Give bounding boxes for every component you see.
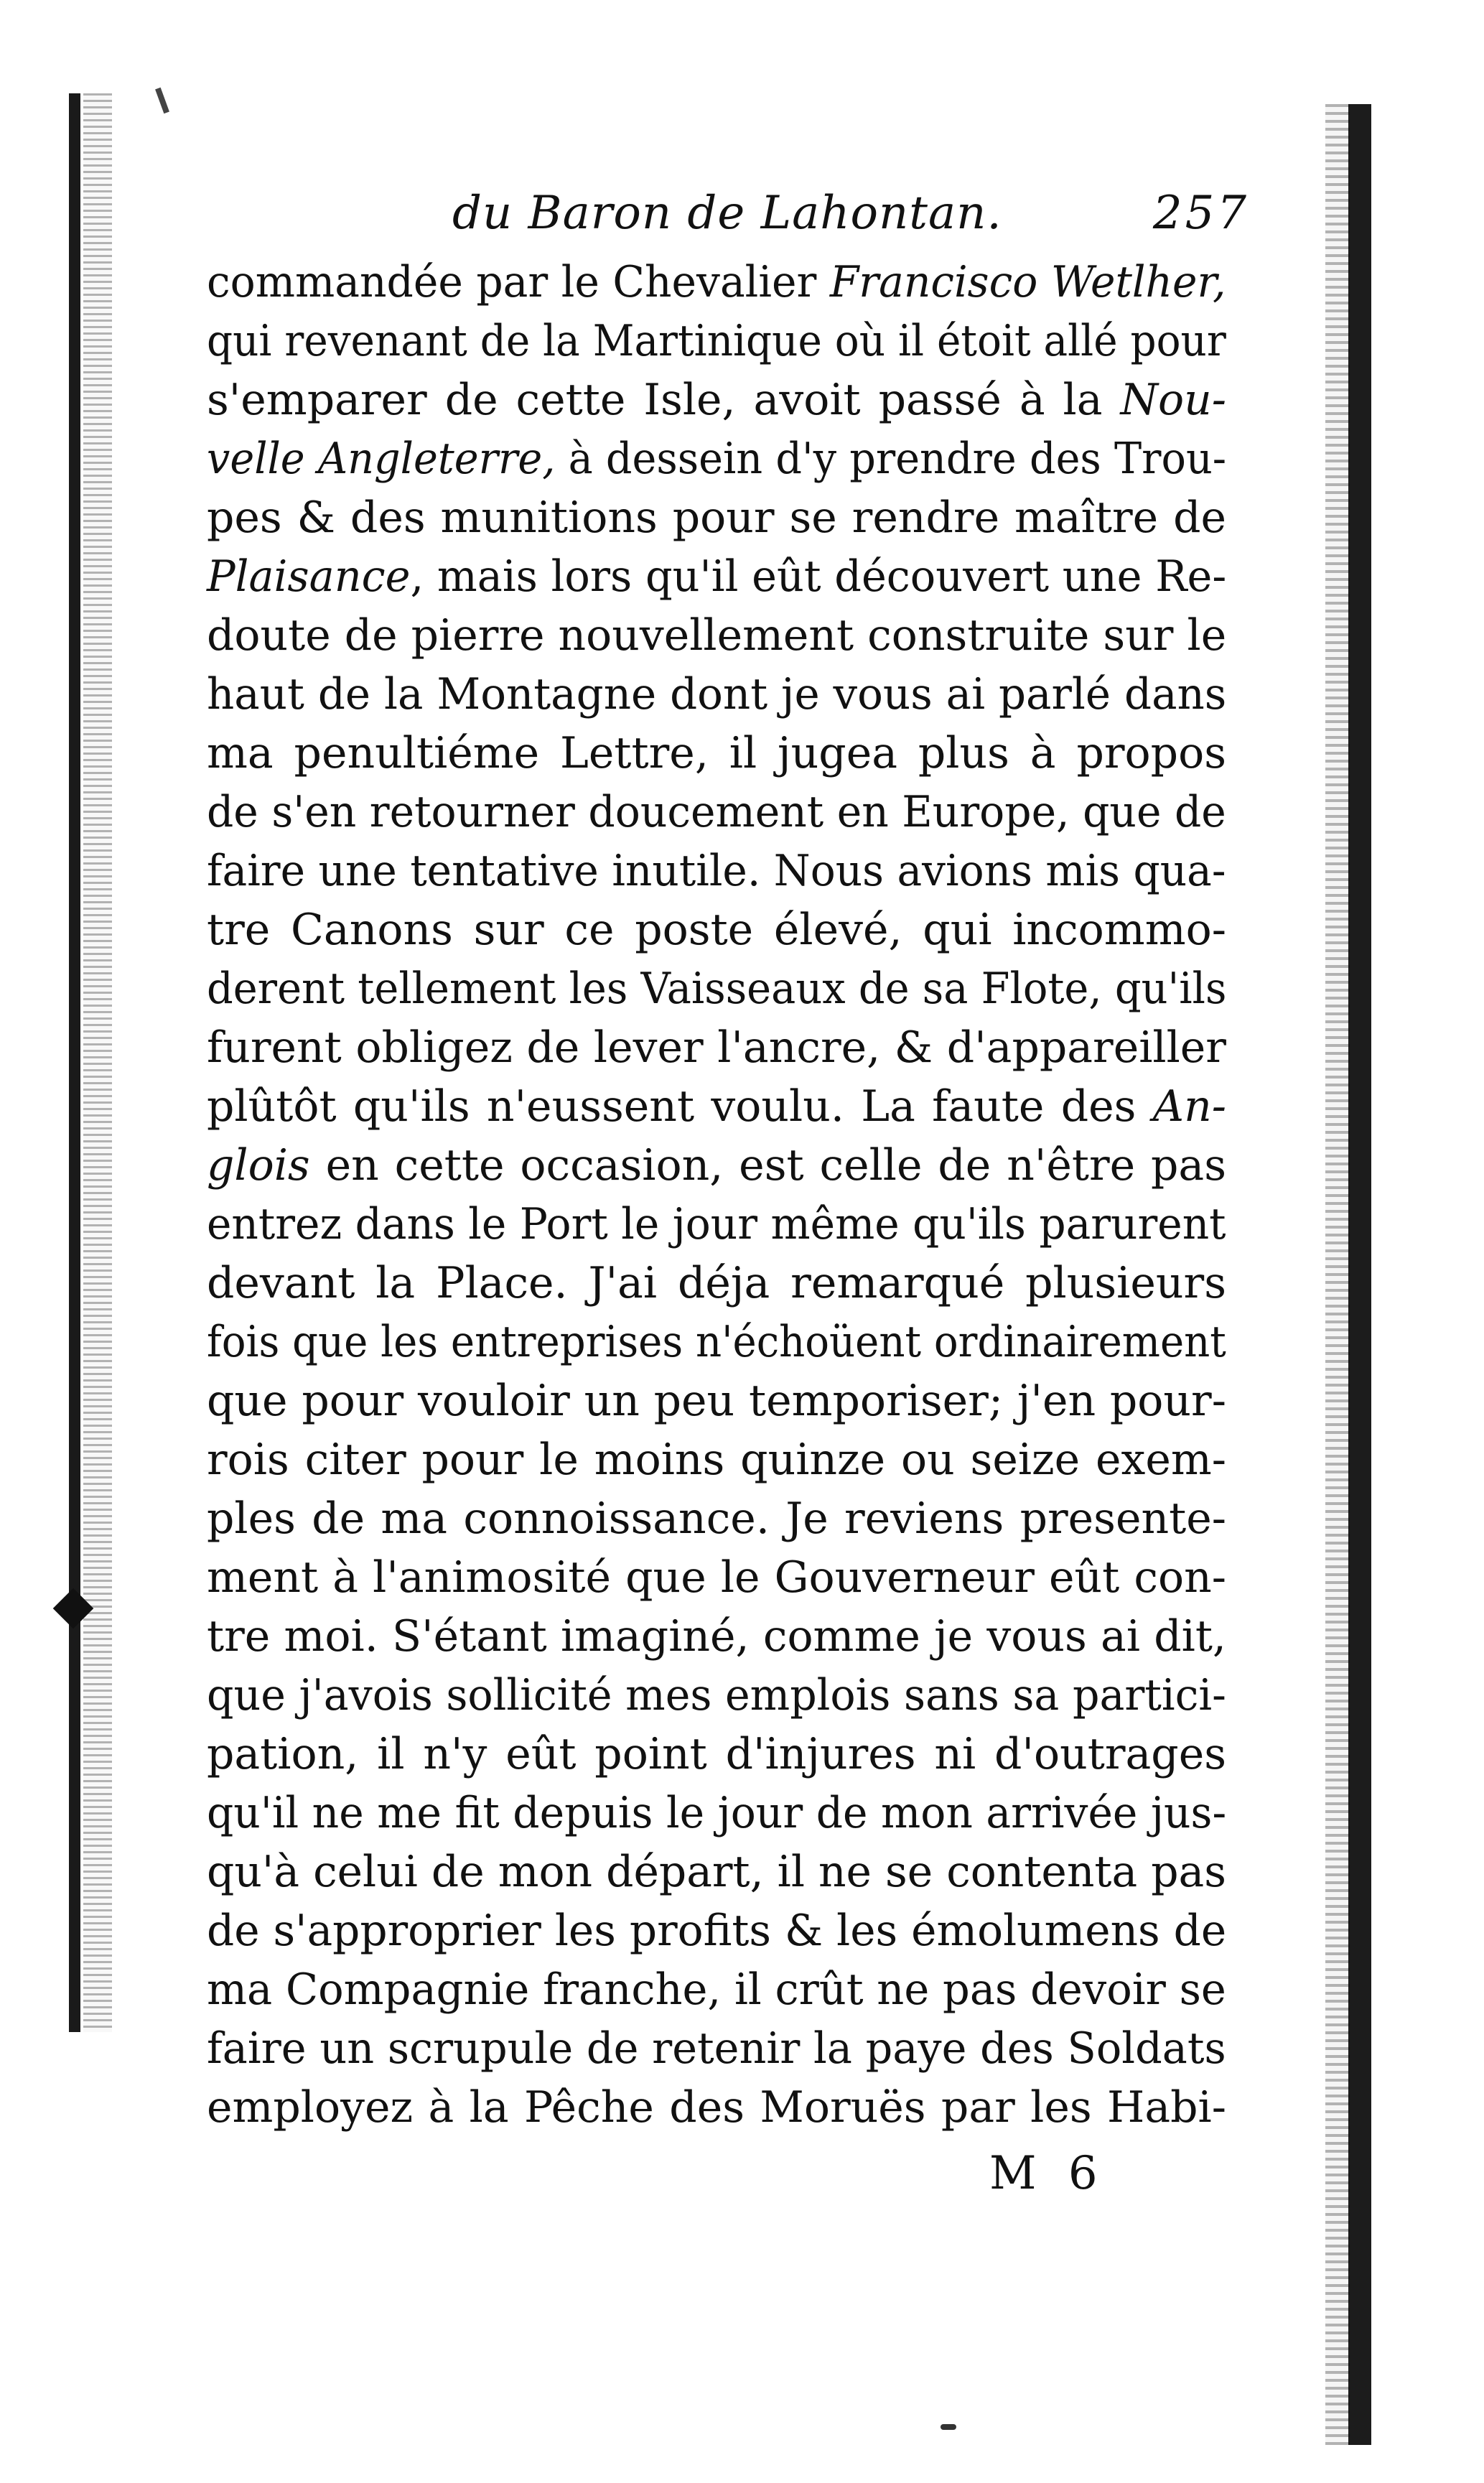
italic-text-segment: An- bbox=[1152, 1081, 1226, 1132]
binding-edge-left bbox=[69, 93, 80, 2032]
text-line bbox=[207, 2078, 1226, 2137]
text-line bbox=[207, 1784, 1227, 1843]
text-segment: fois que les entreprises n'échoüent ordinairement bbox=[207, 1317, 1226, 1367]
scan-mark bbox=[941, 2424, 956, 2430]
text-line bbox=[207, 959, 1227, 1018]
text-line bbox=[207, 1371, 1226, 1430]
italic-text-segment: Plaisance bbox=[207, 551, 411, 602]
text-segment: qu'il ne me fit depuis le jour de mon arrivée jus- bbox=[207, 1788, 1227, 1838]
text-line bbox=[207, 1489, 1226, 1548]
text-segment: derent tellement les Vaisseaux de sa Flote, qu'ils bbox=[207, 964, 1227, 1014]
text-segment: employez à la Pêche des Moruës par les Habi- bbox=[207, 2082, 1226, 2133]
text-segment: à dessein d'y prendre des Trou- bbox=[555, 434, 1227, 484]
text-segment: faire un scrupule de retenir la paye des Soldats bbox=[207, 2023, 1226, 2074]
text-segment: rois citer pour le moins quinze ou seize exem- bbox=[207, 1435, 1226, 1485]
text-line bbox=[207, 783, 1226, 842]
text-segment: de s'approprier les profits & les émolumens de bbox=[207, 1906, 1227, 1956]
text-segment: haut de la Montagne dont je vous ai parlé dans bbox=[207, 669, 1227, 719]
text-segment: que pour vouloir un peu temporiser; j'en pour- bbox=[207, 1376, 1226, 1426]
text-line bbox=[207, 1195, 1226, 1254]
text-line bbox=[207, 1254, 1226, 1313]
scan-mark bbox=[155, 88, 169, 114]
text-line bbox=[207, 1136, 1226, 1195]
text-segment: tre Canons sur ce poste élevé, qui incommo- bbox=[207, 905, 1226, 955]
text-segment: tre moi. S'étant imaginé, comme je vous ai dit, bbox=[207, 1611, 1226, 1662]
text-segment: que j'avois sollicité mes emplois sans sa partici- bbox=[207, 1670, 1226, 1720]
text-line bbox=[207, 900, 1226, 959]
text-line bbox=[207, 1548, 1226, 1607]
text-segment: s'emparer de cette Isle, avoit passé à la bbox=[207, 375, 1121, 425]
text-segment: entrez dans le Port le jour même qu'ils parurent bbox=[207, 1199, 1226, 1249]
text-line bbox=[207, 1077, 1226, 1136]
text-line bbox=[207, 547, 1227, 606]
signature-mark: M 6 bbox=[989, 2147, 1106, 2200]
page-number: 257 bbox=[1152, 187, 1249, 240]
text-line bbox=[207, 1843, 1224, 1901]
text-line bbox=[207, 1018, 1226, 1077]
text-line bbox=[207, 1901, 1227, 1960]
text-line bbox=[207, 842, 1226, 900]
text-segment: ma Compagnie franche, il crût ne pas devoir se bbox=[207, 1965, 1226, 2015]
text-segment: devant la Place. J'ai déja remarqué plusieurs bbox=[207, 1258, 1226, 1308]
text-line bbox=[207, 1313, 1226, 1371]
text-line bbox=[207, 253, 1226, 312]
text-segment: en cette occasion, est celle de n'être pas bbox=[309, 1140, 1226, 1191]
text-line bbox=[207, 488, 1226, 547]
text-line bbox=[207, 429, 1227, 488]
text-line bbox=[207, 606, 1226, 665]
text-segment: pes & des munitions pour se rendre maître de bbox=[207, 493, 1226, 543]
text-line bbox=[207, 724, 1226, 783]
text-line bbox=[207, 1666, 1226, 1725]
text-line bbox=[207, 1430, 1226, 1489]
text-segment: furent obligez de lever l'ancre, & d'appareiller bbox=[207, 1022, 1226, 1073]
text-line bbox=[207, 312, 1226, 371]
italic-text-segment: Francisco Wetlher, bbox=[829, 257, 1226, 307]
text-segment: plûtôt qu'ils n'eussent voulu. La faute des bbox=[207, 1081, 1153, 1132]
text-segment: qui revenant de la Martinique où il étoit allé pour bbox=[207, 316, 1226, 366]
text-line bbox=[207, 1725, 1226, 1784]
binding-edge-left-texture bbox=[83, 93, 112, 2032]
text-segment: faire une tentative inutile. Nous avions mis qua- bbox=[207, 846, 1226, 896]
italic-text-segment: velle Angleterre, bbox=[207, 434, 556, 484]
text-line bbox=[207, 371, 1226, 429]
body-text bbox=[207, 253, 1226, 2137]
page-header bbox=[402, 180, 1249, 251]
text-segment: commandée par le Chevalier bbox=[207, 257, 830, 307]
text-segment: , mais lors qu'il eût découvert une Re- bbox=[410, 551, 1227, 602]
text-line bbox=[207, 665, 1227, 724]
binding-edge-right-texture bbox=[1325, 104, 1350, 2445]
running-title: du Baron de Lahontan. bbox=[452, 187, 1002, 240]
italic-text-segment: glois bbox=[207, 1140, 310, 1191]
text-segment: de s'en retourner doucement en Europe, que de bbox=[207, 787, 1226, 837]
binding-edge-right bbox=[1348, 104, 1371, 2445]
italic-text-segment: Nou- bbox=[1120, 375, 1226, 425]
text-segment: ples de ma connoissance. Je reviens presente- bbox=[207, 1494, 1226, 1544]
text-segment: pation, il n'y eût point d'injures ni d'outrages bbox=[207, 1729, 1226, 1779]
text-segment: doute de pierre nouvellement construite sur le bbox=[207, 610, 1227, 661]
text-line bbox=[207, 1607, 1226, 1666]
text-line bbox=[207, 2019, 1226, 2078]
text-segment: ment à l'animosité que le Gouverneur eût con- bbox=[207, 1552, 1226, 1603]
text-segment: qu'à celui de mon départ, il ne se contenta pas bbox=[207, 1847, 1226, 1897]
text-line bbox=[207, 1960, 1226, 2019]
text-segment: ma penultiéme Lettre, il jugea plus à propos bbox=[207, 728, 1226, 778]
